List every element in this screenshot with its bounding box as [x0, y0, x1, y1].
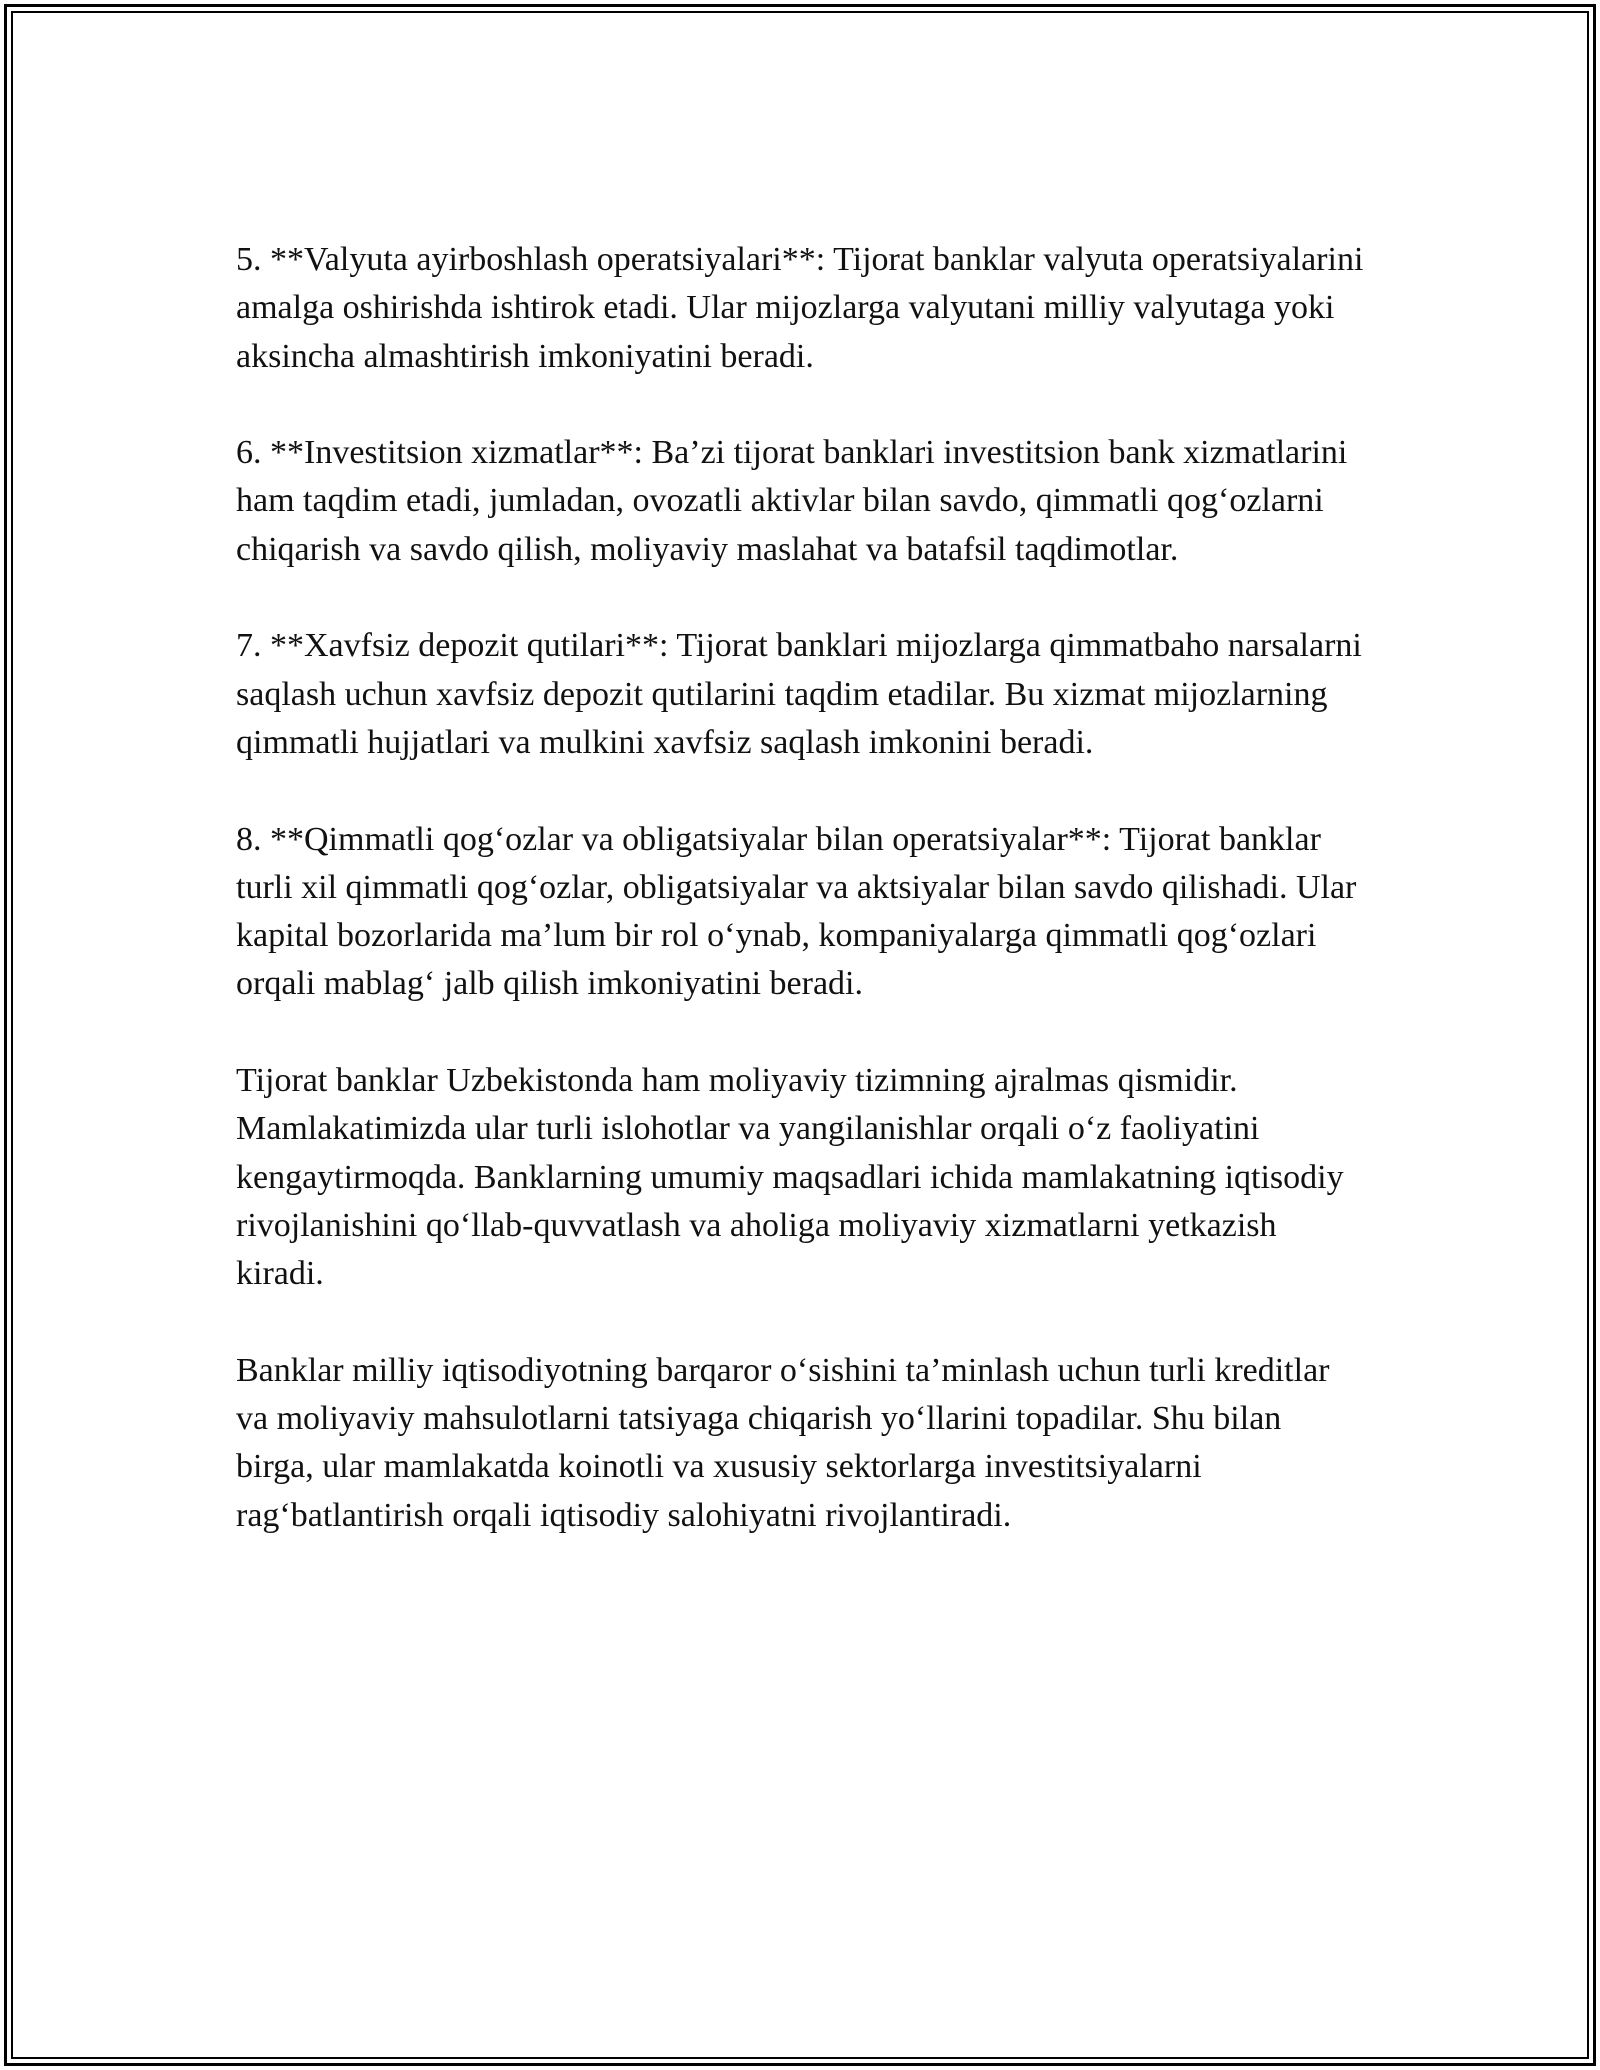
document-body	[236, 236, 1366, 1588]
paragraph-qimmatli-qogozlar: 8. **Qimmatli qog‘ozlar va obligatsiyalar bilan operatsiyalar**: Tijorat banklar turli xil qimmatli qog‘ozlar, obligatsiyalar va aktsiyalar bilan savdo qilishadi. Ular kapital bozorlarida ma’lum bir rol o‘ynab, kompaniyalarga qimmatli qog‘ozlari orqali mablag‘ jalb qilish imkoniyatini beradi.	[236, 820, 1357, 1003]
paragraph-investitsion-xizmatlar: 6. **Investitsion xizmatlar**: Ba’zi tijorat banklari investitsion bank xizmatlarini ham taqdim etadi, jumladan, ovozatli aktivlar bilan savdo, qimmatli qog‘ozlarni chiqarish va savdo qilish, moliyaviy maslahat va batafsil taqdimotlar.	[236, 434, 1348, 568]
paragraph-xavfsiz-depozit: 7. **Xavfsiz depozit qutilari**: Tijorat banklari mijozlarga qimmatbaho narsalarni saqlash uchun xavfsiz depozit qutilarini taqdim etadilar. Bu xizmat mijozlarning qimmatli hujjatlari va mulkini xavfsiz saqlash imkonini beradi.	[236, 627, 1362, 761]
paragraph-uzbekiston-banklar: Tijorat banklar Uzbekistonda ham moliyaviy tizimning ajralmas qismidir. Mamlakatimizda ular turli islohotlar va yangilanishlar orqali o‘z faoliyatini kengaytirmoqda. Banklarning umumiy maqsadlari ichida mamlakatning iqtisodiy rivojlanishini qo‘llab-quvvatlash va aholiga moliyaviy xizmatlarni yetkazish kiradi.	[236, 1062, 1344, 1293]
paragraph-valyuta-ayirboshlash: 5. **Valyuta ayirboshlash operatsiyalari**: Tijorat banklar valyuta operatsiyalarini amalga oshirishda ishtirok etadi. Ular mijozlarga valyutani milliy valyutaga yoki aksincha almashtirish imkoniyatini beradi.	[236, 241, 1364, 375]
paragraph-milliy-iqtisodiyot: Banklar milliy iqtisodiyotning barqaror o‘sishini ta’minlash uchun turli kreditlar va moliyaviy mahsulotlarni tatsiyaga chiqarish yo‘llarini topadilar. Shu bilan birga, ular mamlakatda koinotli va xususiy sektorlarga investitsiyalarni rag‘batlantirish orqali iqtisodiy salohiyatni rivojlantiradi.	[236, 1351, 1330, 1534]
